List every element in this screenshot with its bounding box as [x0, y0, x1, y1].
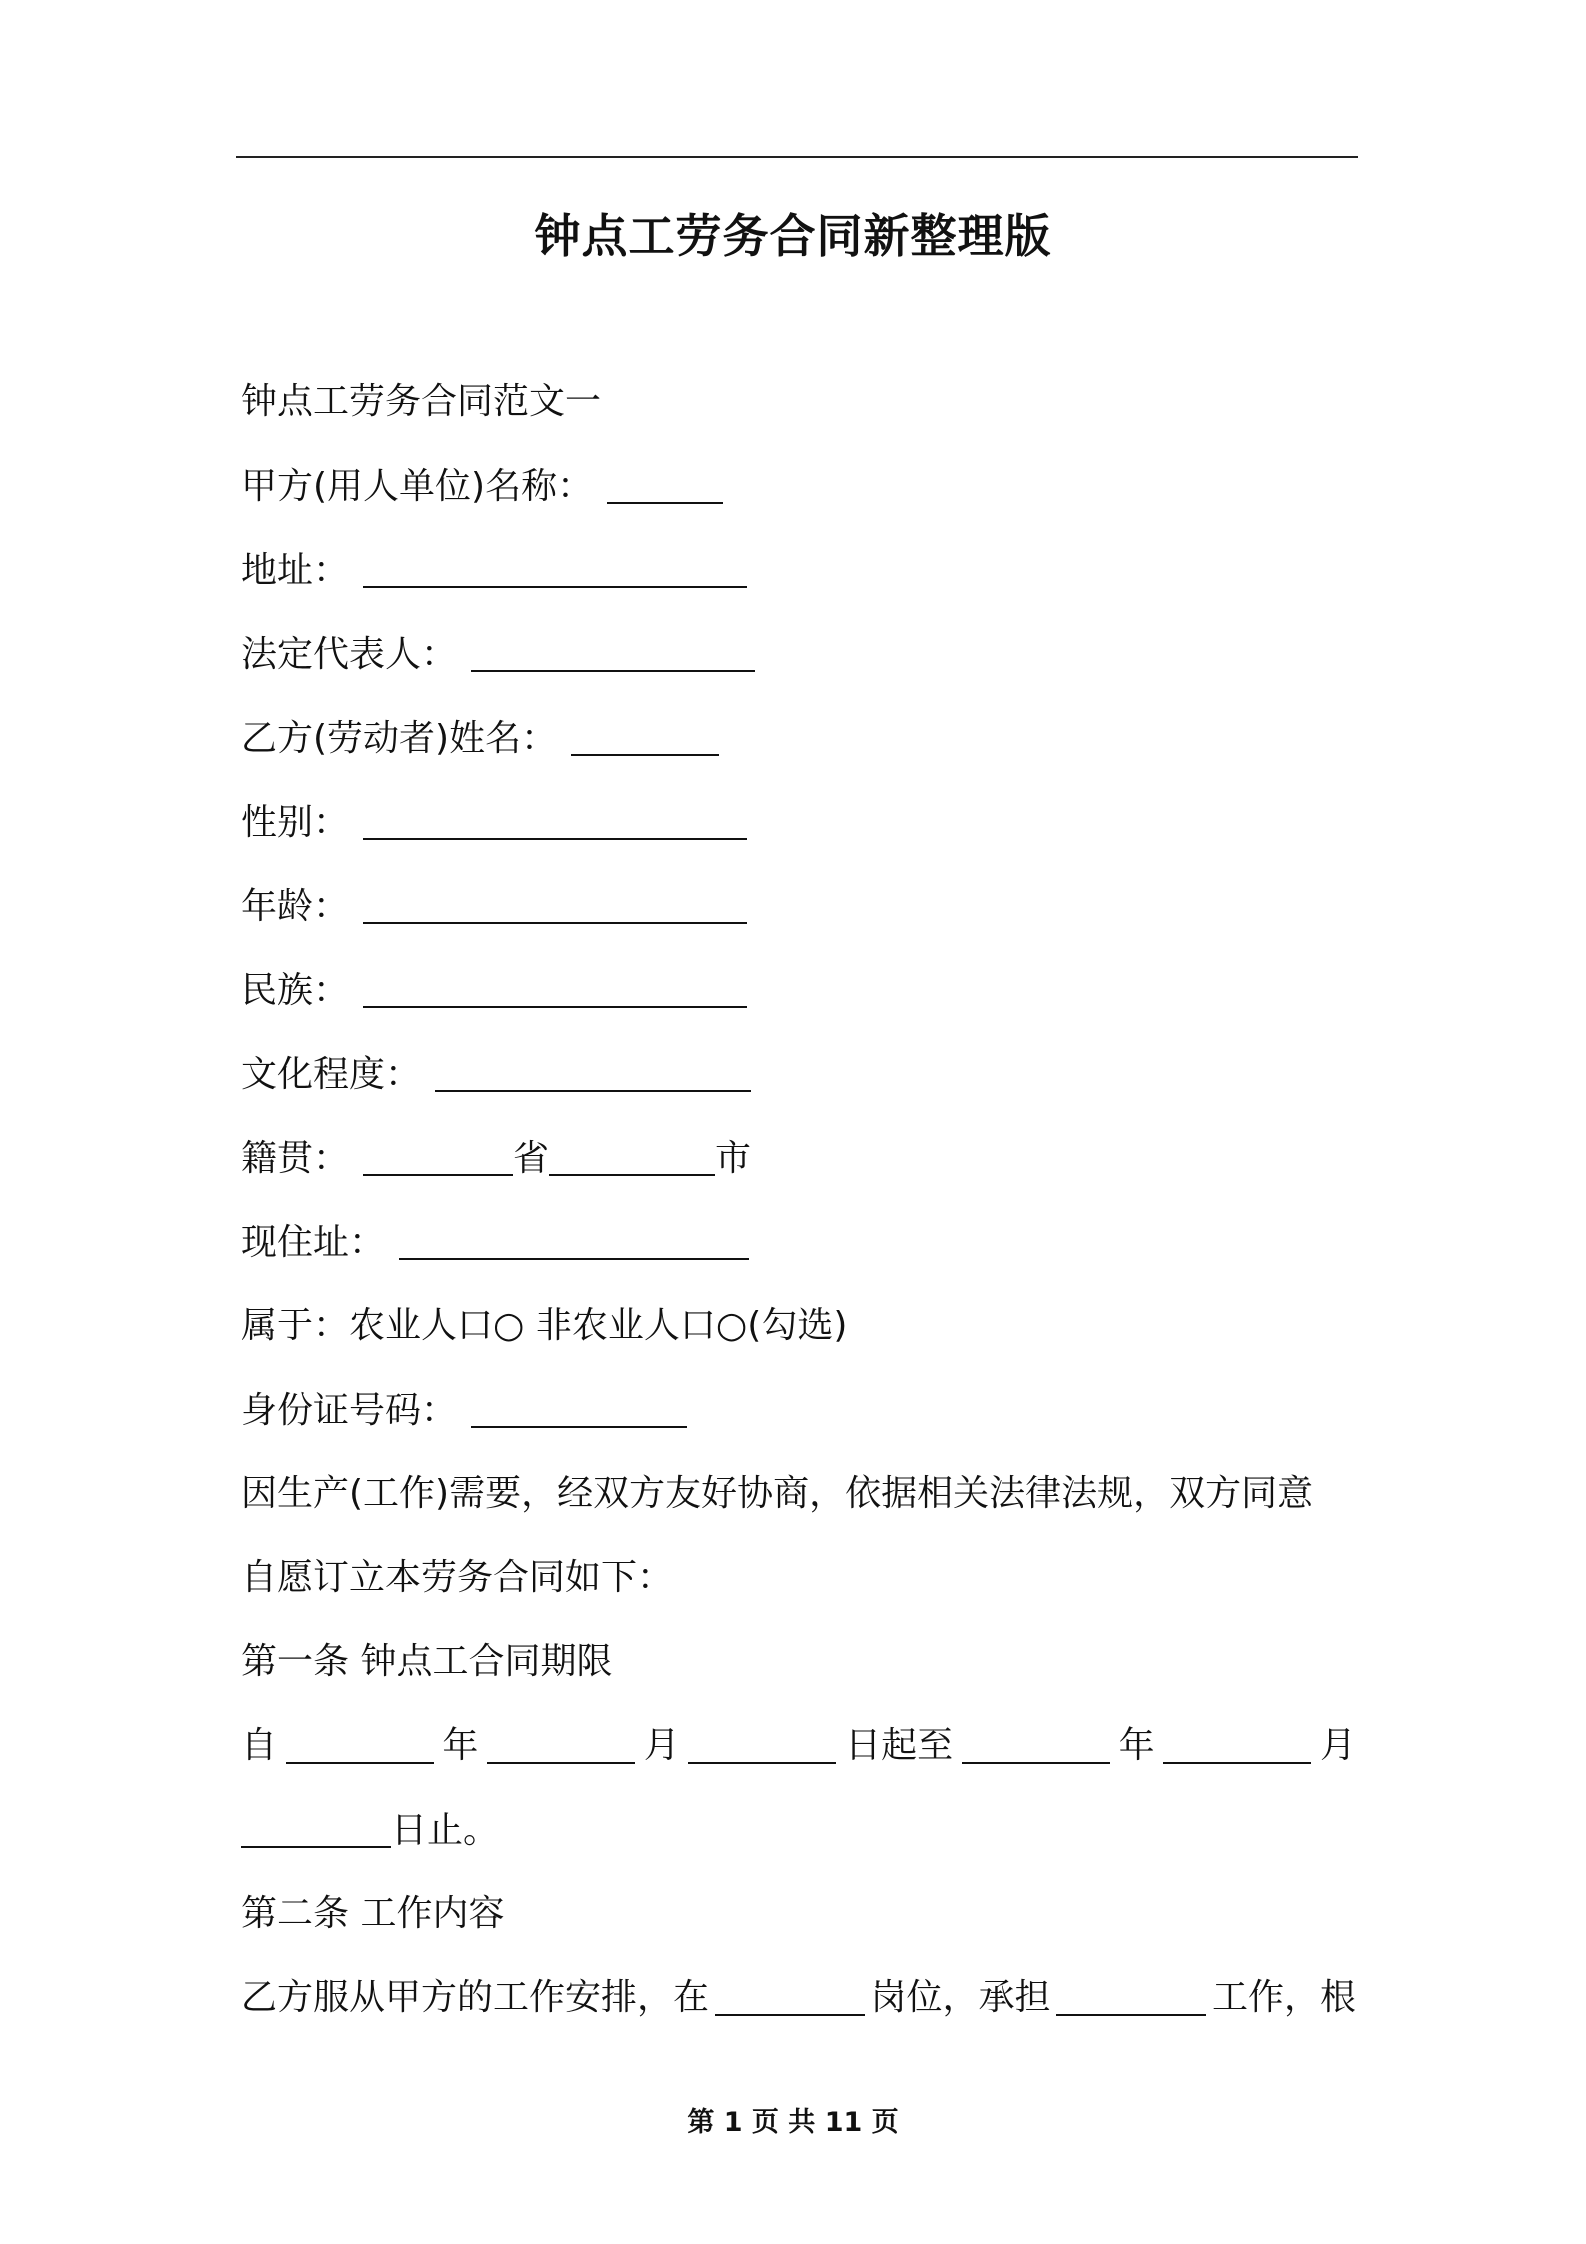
party-a-name-label: 甲方(用人单位)名称： — [241, 466, 594, 507]
age-blank — [363, 888, 747, 924]
native-province-blank — [363, 1140, 513, 1176]
party-a-name-blank — [607, 468, 723, 504]
from-to-label: 日起至 — [845, 1725, 954, 1766]
end-year-blank — [962, 1728, 1110, 1764]
work-text-1: 乙方服从甲方的工作安排，在 — [241, 1977, 710, 2018]
work-text-2: 岗位，承担 — [870, 1977, 1051, 2018]
article-2-heading: 第二条 工作内容 — [241, 1893, 505, 1934]
work-content-row — [241, 1977, 1356, 2018]
end-day-blank — [241, 1812, 391, 1848]
gender-row — [241, 804, 747, 841]
household-type-row: 属于：农业人口○ 非农业人口○(勾选) — [241, 1305, 848, 1346]
native-place-label: 籍贯： — [241, 1138, 350, 1179]
section-heading: 钟点工劳务合同范文一 — [241, 381, 602, 422]
document-title: 钟点工劳务合同新整理版 — [534, 209, 1052, 263]
education-label: 文化程度： — [241, 1054, 422, 1095]
party-b-name-blank — [571, 720, 719, 756]
party-a-name-row — [241, 468, 723, 505]
end-year-label: 年 — [1118, 1725, 1155, 1766]
address-label: 地址： — [241, 550, 350, 591]
legal-rep-blank — [471, 636, 755, 672]
end-month-label: 月 — [1319, 1725, 1356, 1766]
work-text-3: 工作，根 — [1211, 1977, 1356, 2018]
address-row — [241, 552, 747, 589]
legal-rep-label: 法定代表人： — [241, 634, 458, 675]
ethnicity-row — [241, 972, 747, 1009]
start-year-blank — [286, 1728, 434, 1764]
ethnicity-blank — [363, 972, 747, 1008]
gender-label: 性别： — [241, 802, 350, 843]
start-month-blank — [487, 1728, 635, 1764]
city-label: 市 — [715, 1138, 752, 1179]
current-address-row — [241, 1224, 749, 1261]
end-month-blank — [1163, 1728, 1311, 1764]
intro-line-2: 自愿订立本劳务合同如下： — [241, 1557, 674, 1598]
education-row — [241, 1056, 751, 1093]
article-1-heading: 第一条 钟点工合同期限 — [241, 1641, 613, 1682]
age-label: 年龄： — [241, 886, 350, 927]
page-number: 第 1 页 共 11 页 — [687, 2107, 899, 2138]
party-b-name-row — [241, 720, 719, 757]
start-month-label: 月 — [643, 1725, 680, 1766]
header-rule — [236, 156, 1358, 158]
end-day-label: 日止。 — [391, 1810, 500, 1851]
ethnicity-label: 民族： — [241, 970, 350, 1011]
gender-blank — [363, 804, 747, 840]
legal-rep-row — [241, 636, 755, 673]
from-label: 自 — [241, 1725, 278, 1766]
province-label: 省 — [513, 1138, 550, 1179]
current-address-label: 现住址： — [241, 1222, 386, 1263]
age-row — [241, 888, 747, 925]
current-address-blank — [399, 1224, 749, 1260]
party-b-name-label: 乙方(劳动者)姓名： — [241, 718, 558, 759]
education-blank — [435, 1056, 751, 1092]
address-blank — [363, 552, 747, 588]
intro-line-1: 因生产(工作)需要，经双方友好协商，依据相关法律法规，双方同意 — [241, 1473, 1314, 1514]
id-number-row — [241, 1392, 687, 1429]
position-blank — [715, 1980, 865, 2016]
work-type-blank — [1056, 1980, 1206, 2016]
id-number-label: 身份证号码： — [241, 1390, 458, 1431]
start-year-label: 年 — [442, 1725, 479, 1766]
term-dates-row — [241, 1725, 1356, 1766]
term-end-row — [241, 1812, 499, 1849]
native-city-blank — [549, 1140, 715, 1176]
id-number-blank — [471, 1392, 687, 1428]
start-day-blank — [688, 1728, 836, 1764]
native-place-row — [241, 1140, 751, 1177]
